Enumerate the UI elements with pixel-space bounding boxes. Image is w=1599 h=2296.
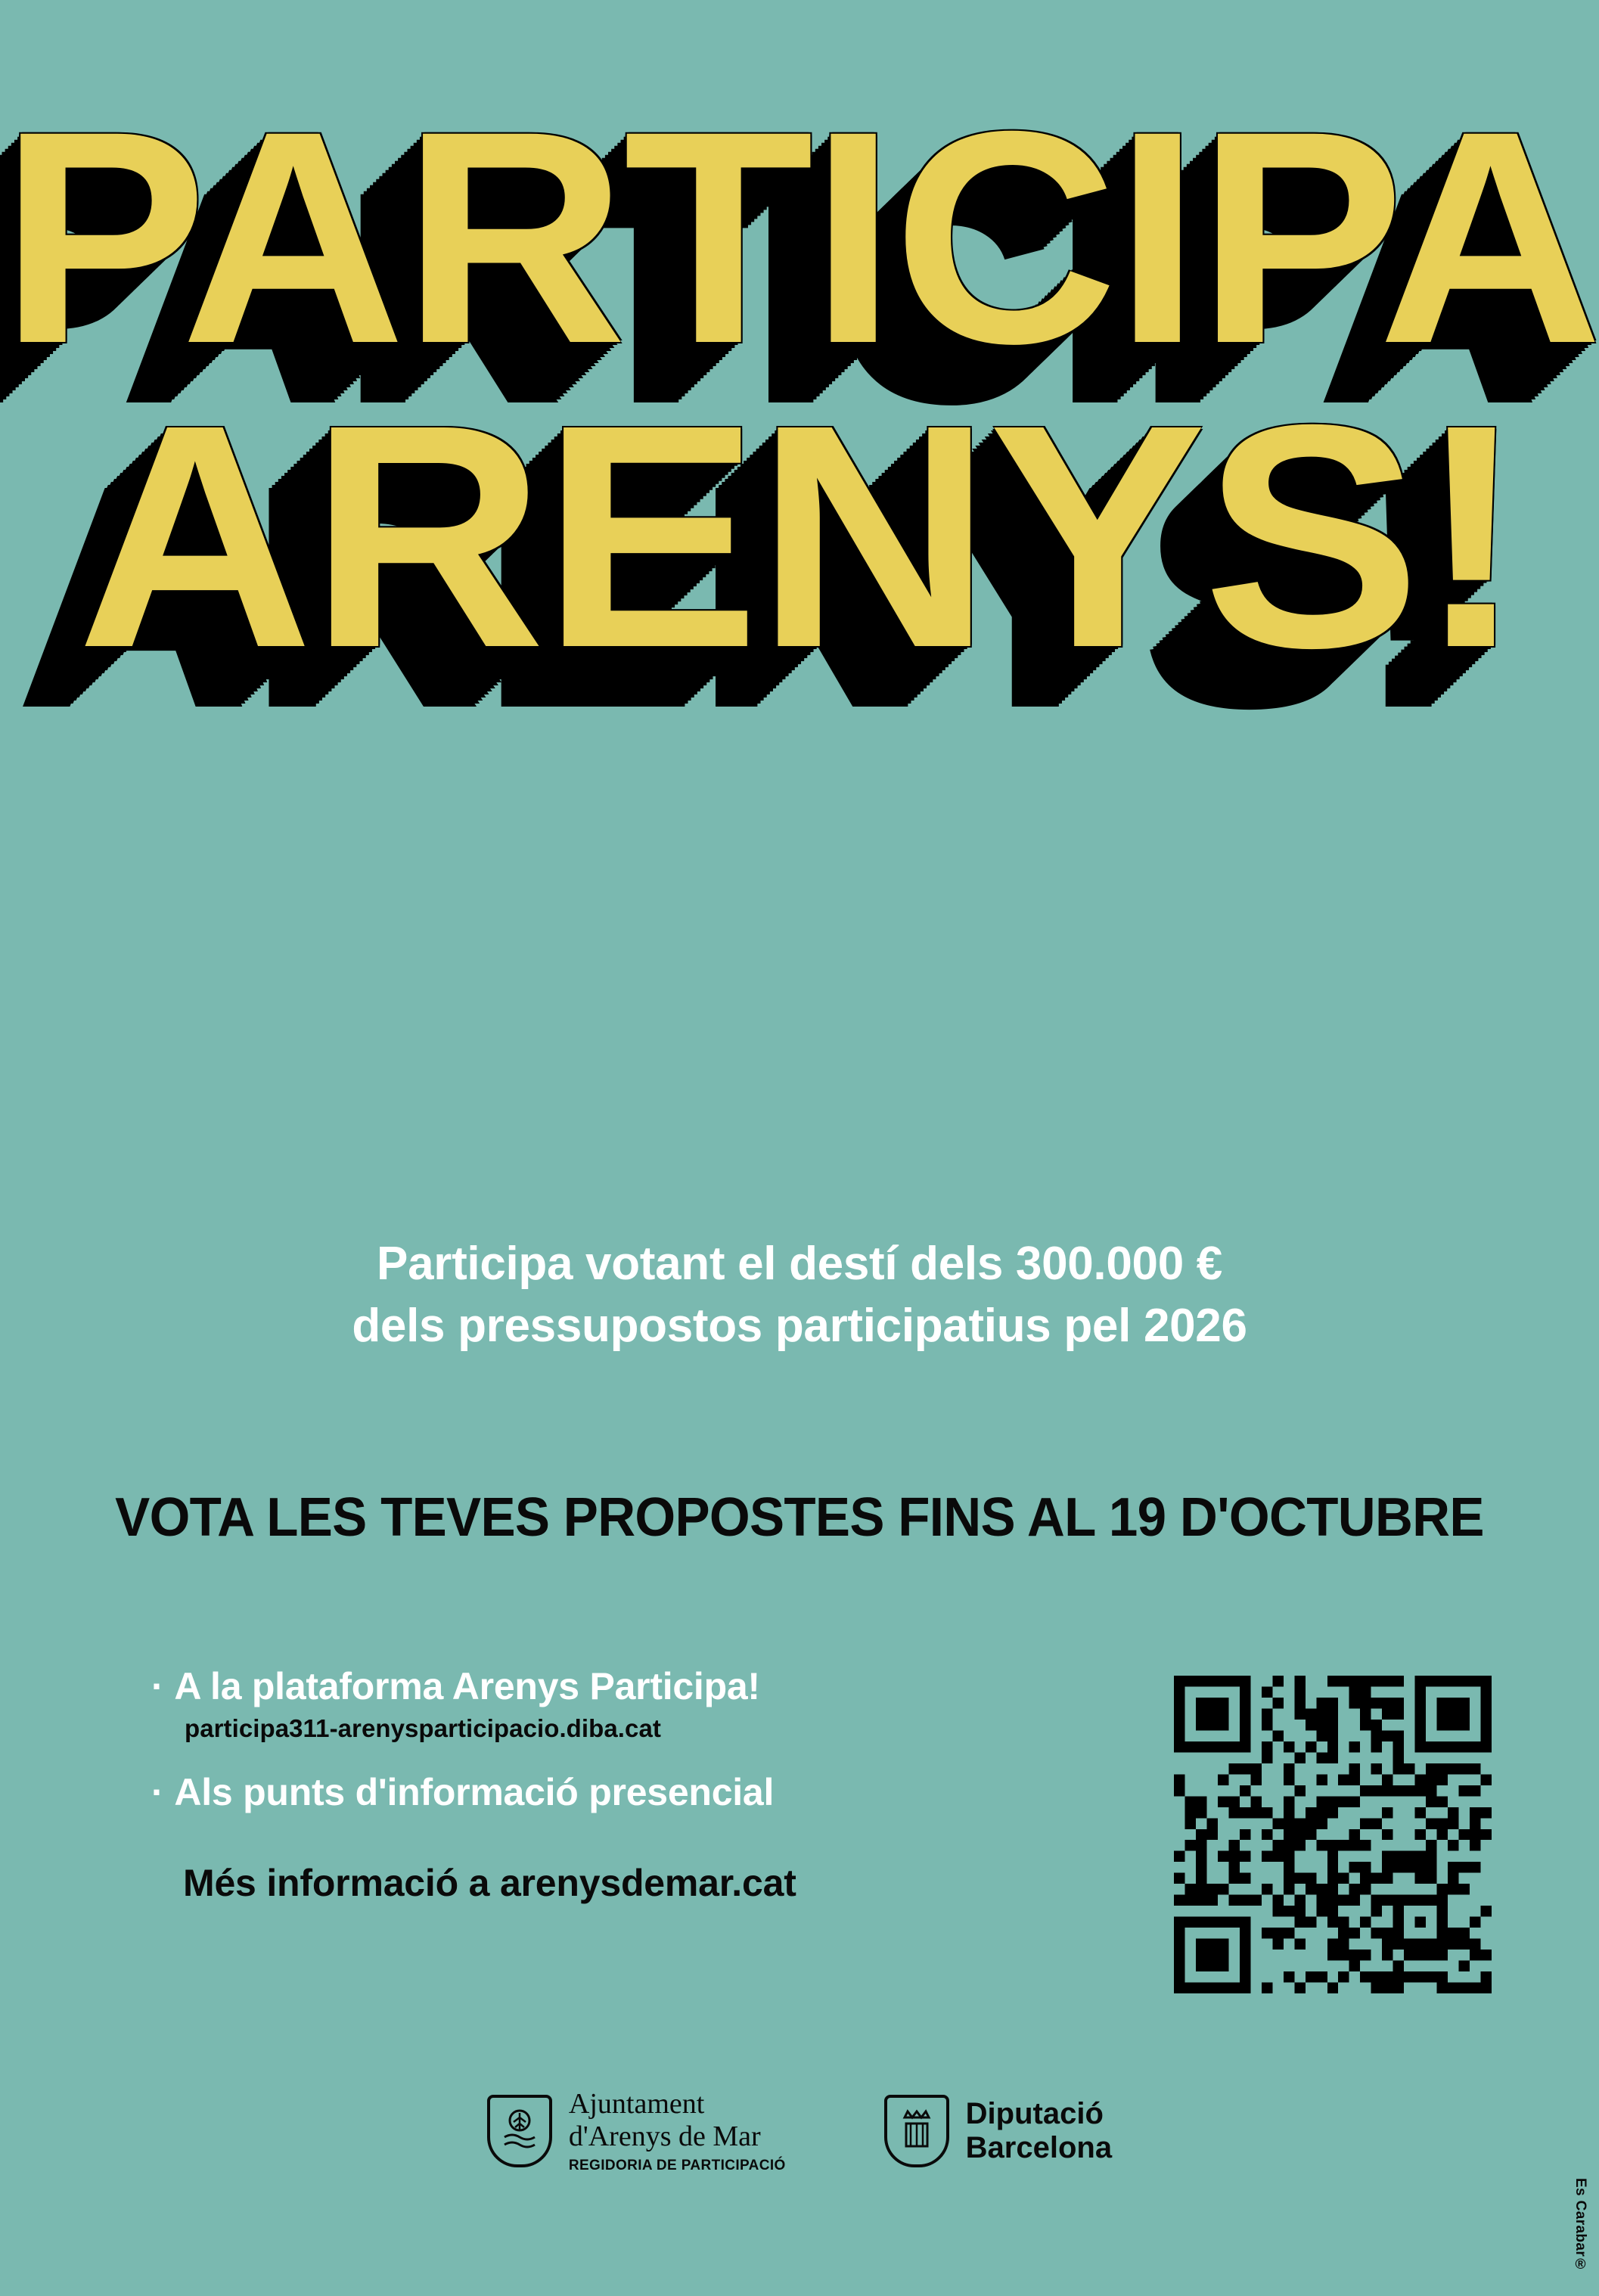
logo-diputacio-text xyxy=(966,2097,1112,2165)
logo-diputacio xyxy=(884,2095,1112,2167)
platform-url[interactable]: participa311-arenysparticipacio.diba.cat xyxy=(185,1714,661,1742)
info-list xyxy=(151,1664,1150,1905)
logo-line-1: Diputació xyxy=(965,2096,1104,2130)
logo-line-1: Ajuntament xyxy=(568,2088,705,2120)
bullet-label-presential: Als punts d'informació presencial xyxy=(174,1771,775,1813)
qr-code[interactable] xyxy=(1174,1676,1492,1993)
bullet-label-platform: A la plataforma Arenys Participa! xyxy=(174,1665,760,1707)
headline-line-2: ARENYS! xyxy=(76,359,1523,714)
tree-shield-icon xyxy=(487,2095,552,2167)
qr-code-image xyxy=(1174,1676,1492,1993)
logo-ajuntament xyxy=(487,2088,786,2173)
bullet-marker: · xyxy=(151,1771,164,1813)
designer-credit: Es Carabar® xyxy=(1573,2178,1588,2273)
vote-deadline-banner: VOTA LES TEVES PROPOSTES FINS AL 19 D'OCTUBRE xyxy=(115,1487,1484,1548)
headline xyxy=(0,68,1599,714)
bullet-marker: · xyxy=(151,1665,164,1707)
footer-logos xyxy=(0,2088,1599,2173)
list-item xyxy=(151,1770,1150,1814)
logo-line-2: d'Arenys de Mar xyxy=(568,2120,761,2152)
subtitle-line-2: dels pressupostos participatius pel 2026 xyxy=(352,1299,1247,1352)
crown-shield-icon xyxy=(884,2095,949,2167)
subtitle-line-1: Participa votant el destí dels 300.000 € xyxy=(377,1238,1222,1290)
more-info-text: Més informació a arenysdemar.cat xyxy=(183,1862,796,1904)
subtitle xyxy=(0,1233,1599,1357)
headline-line-1: PARTICIPA xyxy=(0,68,1599,406)
logo-line-3: REGIDORIA DE PARTICIPACIÓ xyxy=(568,2158,786,2174)
logo-ajuntament-text xyxy=(569,2088,786,2173)
list-item xyxy=(151,1664,1150,1708)
logo-line-2: Barcelona xyxy=(965,2130,1113,2164)
